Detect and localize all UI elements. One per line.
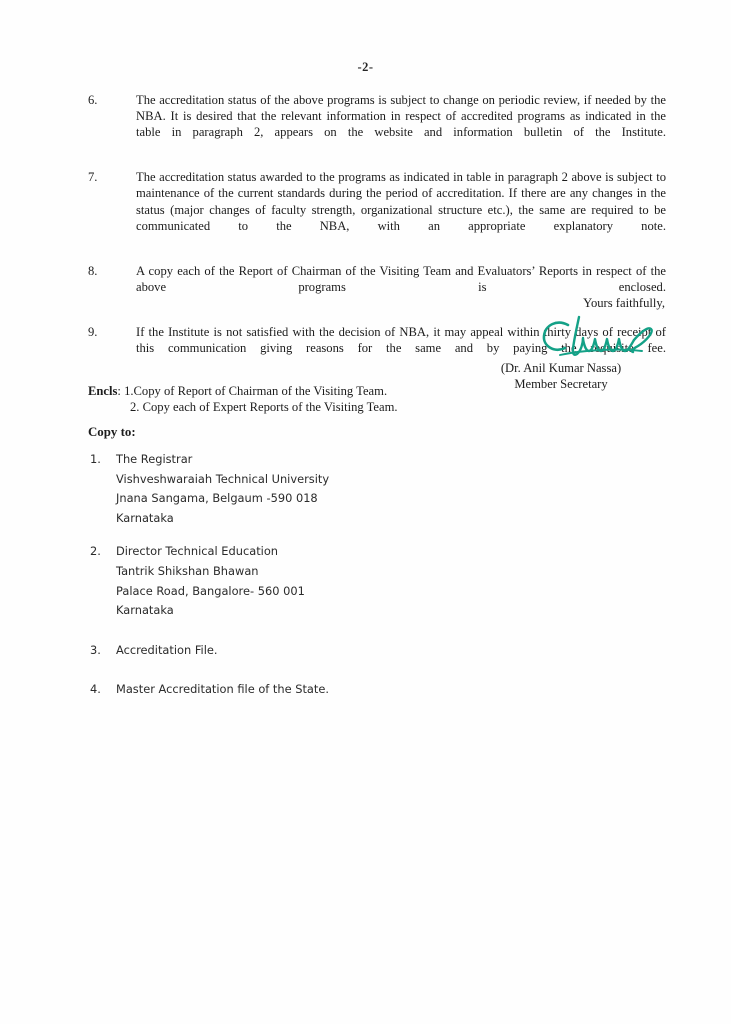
enclosure-item-text: 2. Copy each of Expert Reports of the Visiting Team. <box>130 400 398 415</box>
address-line: Accreditation File. <box>116 642 218 657</box>
address-line: Jnana Sangama, Belgaum -590 018 <box>116 491 318 506</box>
signatory-title: Member Secretary <box>514 376 608 391</box>
recipient-address <box>116 542 520 620</box>
paragraph-text: If the Institute is not satisfied with the decision of NBA, it may appeal within thirty days of receipt of this communication giving reasons for the same and by paying the requisite fee. <box>136 325 666 356</box>
address-line: Karnataka <box>116 603 174 618</box>
list-item <box>90 680 520 700</box>
address-line: Director Technical Education <box>116 544 279 559</box>
recipient-number: 2. <box>90 544 101 559</box>
recipient-address <box>116 450 520 528</box>
enclosure-line-1 <box>88 383 398 399</box>
list-item <box>90 542 520 620</box>
enclosures-label: Encls <box>88 384 118 398</box>
paragraph-number: 6. <box>88 93 98 107</box>
recipient-address <box>116 680 520 700</box>
enclosures-section <box>88 383 398 416</box>
address-line: Vishveshwaraiah Technical University <box>116 471 330 486</box>
closing-salutation: Yours faithfully, <box>583 296 665 310</box>
paragraph-7 <box>88 169 666 249</box>
address-line: Tantrik Shikshan Bhawan <box>116 563 259 578</box>
handwritten-signature-icon <box>456 315 666 361</box>
address-line: Master Accreditation file of the State. <box>116 682 330 697</box>
paragraph-6 <box>88 92 666 156</box>
page-number-marker: -2- <box>357 60 374 74</box>
paragraph-text: A copy each of the Report of Chairman of the Visiting Team and Evaluators’ Reports in respect of the above programs is enclosed. <box>136 263 666 294</box>
enclosure-item-text: 1.Copy of Report of Chairman of the Visiting Team. <box>124 384 388 398</box>
list-item <box>90 450 520 528</box>
signatory-name: (Dr. Anil Kumar Nassa) <box>500 361 622 375</box>
enclosures-separator: : <box>117 384 125 398</box>
copy-to-label: Copy to: <box>88 425 136 439</box>
recipient-number: 3. <box>90 642 101 657</box>
signature-block <box>456 295 666 392</box>
enclosure-line-2 <box>88 399 398 415</box>
address-line: The Registrar <box>116 452 193 466</box>
paragraph-text: The accreditation status awarded to the programs as indicated in table in paragraph 2 above is subject to maintenance of the current standards during the period of accreditation. If there are any changes in the status (major changes of faculty strength, organizational structure etc.), the same are required to be communicated to the NBA, with an appropriate explanatory note. <box>136 170 666 233</box>
recipient-number: 4. <box>90 682 101 697</box>
list-item <box>90 641 520 661</box>
paragraph-number: 9. <box>88 325 98 340</box>
recipient-address <box>116 641 520 661</box>
address-line: Palace Road, Bangalore- 560 001 <box>116 583 305 598</box>
paragraph-text: The accreditation status of the above programs is subject to change on periodic review, if needed by the NBA. It is desired that the relevant information in respect of accredited programs as indicated in the table in paragraph 2, appears on the website and information bulletin of the Institute. <box>136 93 666 140</box>
address-line: Karnataka <box>116 510 174 525</box>
paragraph-number: 7. <box>88 170 98 185</box>
copy-to-recipient-list <box>90 450 520 714</box>
recipient-number: 1. <box>90 452 101 466</box>
paragraph-number: 8. <box>88 263 98 278</box>
